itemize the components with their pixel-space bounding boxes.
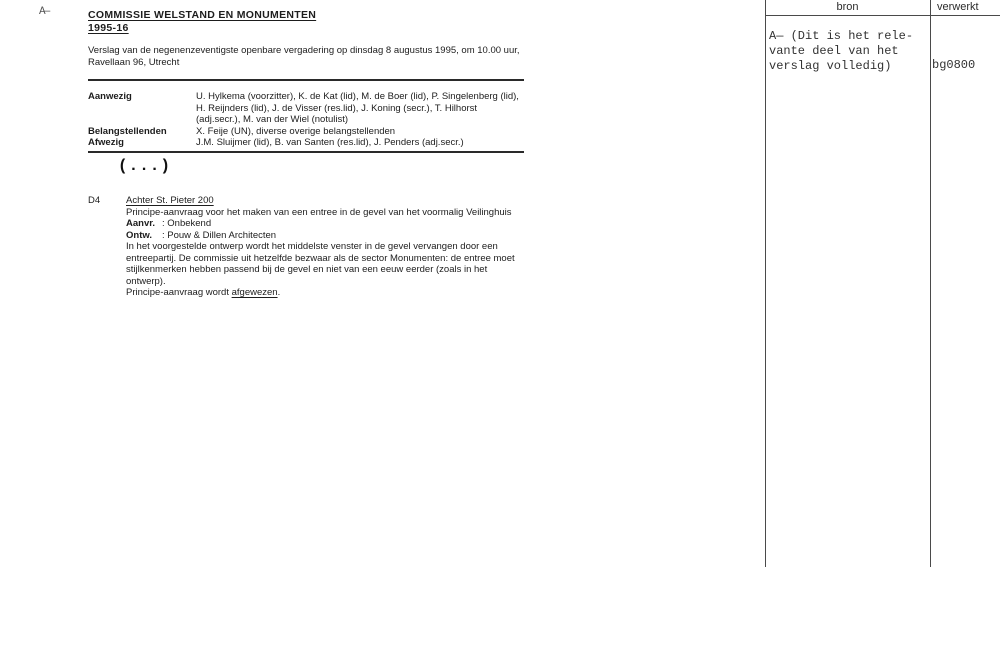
horizontal-rule-bottom: [88, 151, 524, 153]
typewritten-note-line: vante deel van het: [769, 44, 899, 58]
attendee-row: [88, 126, 524, 138]
applicant-line: [126, 218, 524, 230]
attendee-row-label: Aanwezig: [88, 91, 132, 102]
attendee-row: [88, 91, 524, 126]
typewritten-note-line: A— (Dit is het rele-: [769, 29, 914, 43]
attendees-table: [88, 91, 524, 149]
applicant-value: : Onbekend: [162, 218, 212, 229]
document-subtitle: 1995-16: [88, 21, 129, 34]
attendee-row: [88, 137, 524, 149]
agenda-item-d4: [88, 195, 524, 299]
panel-column-divider: [930, 0, 931, 567]
panel-left-border: [765, 0, 766, 567]
decision-prefix: Principe-aanvraag wordt: [126, 287, 232, 298]
decision-line: [126, 287, 524, 299]
designer-line: [126, 230, 524, 242]
omission-mark: (...): [118, 156, 172, 175]
agenda-item-assessment: In het voorgestelde ontwerp wordt het middelste venster in de gevel vervangen door een entreepartij. De commissie uit hetzelfde bezwaar als de sector Monumenten: de entree moet stijlkenmerken hebben passend bij de gevel en niet van een eeuw eerder (zoals in het ontwerp).: [126, 241, 515, 287]
agenda-item-code: D4: [88, 195, 101, 206]
agenda-item-body: [126, 195, 524, 299]
agenda-item-description: Principe-aanvraag voor het maken van een entree in de gevel van het voormalig Veilinghuis: [126, 206, 512, 218]
verwerkt-code: bg0800: [932, 58, 976, 72]
meeting-intro-paragraph: Verslag van de negenenzeventigste openbare vergadering op dinsdag 8 augustus 1995, om 10.00 uur, Ravellaan 96, Utrecht: [88, 45, 520, 68]
decision-word: afgewezen: [231, 287, 278, 298]
designer-label: Ontw.: [126, 229, 153, 241]
typewritten-note-line: verslag volledig): [769, 59, 892, 73]
attendee-row-value: J.M. Sluijmer (lid), B. van Santen (res.lid), J. Penders (adj.secr.): [196, 137, 464, 148]
attendee-row-label: Belangstellenden: [88, 125, 167, 137]
applicant-label: Aanvr.: [126, 218, 156, 229]
typewritten-note: [769, 29, 927, 74]
column-header-verwerkt: verwerkt: [937, 1, 979, 13]
attendee-row-value: X. Feije (UN), diverse overige belangstellenden: [196, 125, 396, 137]
panel-header-underline: [765, 15, 1000, 16]
document-area: [88, 10, 524, 299]
margin-source-mark: A—: [39, 6, 49, 18]
attendee-row-value: U. Hylkema (voorzitter), K. de Kat (lid), M. de Boer (lid), P. Singelenberg (lid), H. Reijnders (lid), J. de Visser (res.lid), J. Koning (secr.), T. Hilhorst (adj.secr.), M. van der Wiel (notulist): [196, 91, 519, 125]
decision-suffix: .: [277, 287, 281, 298]
attendee-row-label: Afwezig: [88, 137, 124, 148]
document-title: COMMISSIE WELSTAND EN MONUMENTEN: [88, 9, 317, 21]
horizontal-rule-top: [88, 79, 524, 81]
agenda-item-title: Achter St. Pieter 200: [126, 195, 214, 206]
designer-value: : Pouw & Dillen Architecten: [162, 229, 277, 241]
column-header-bron: bron: [836, 1, 859, 13]
